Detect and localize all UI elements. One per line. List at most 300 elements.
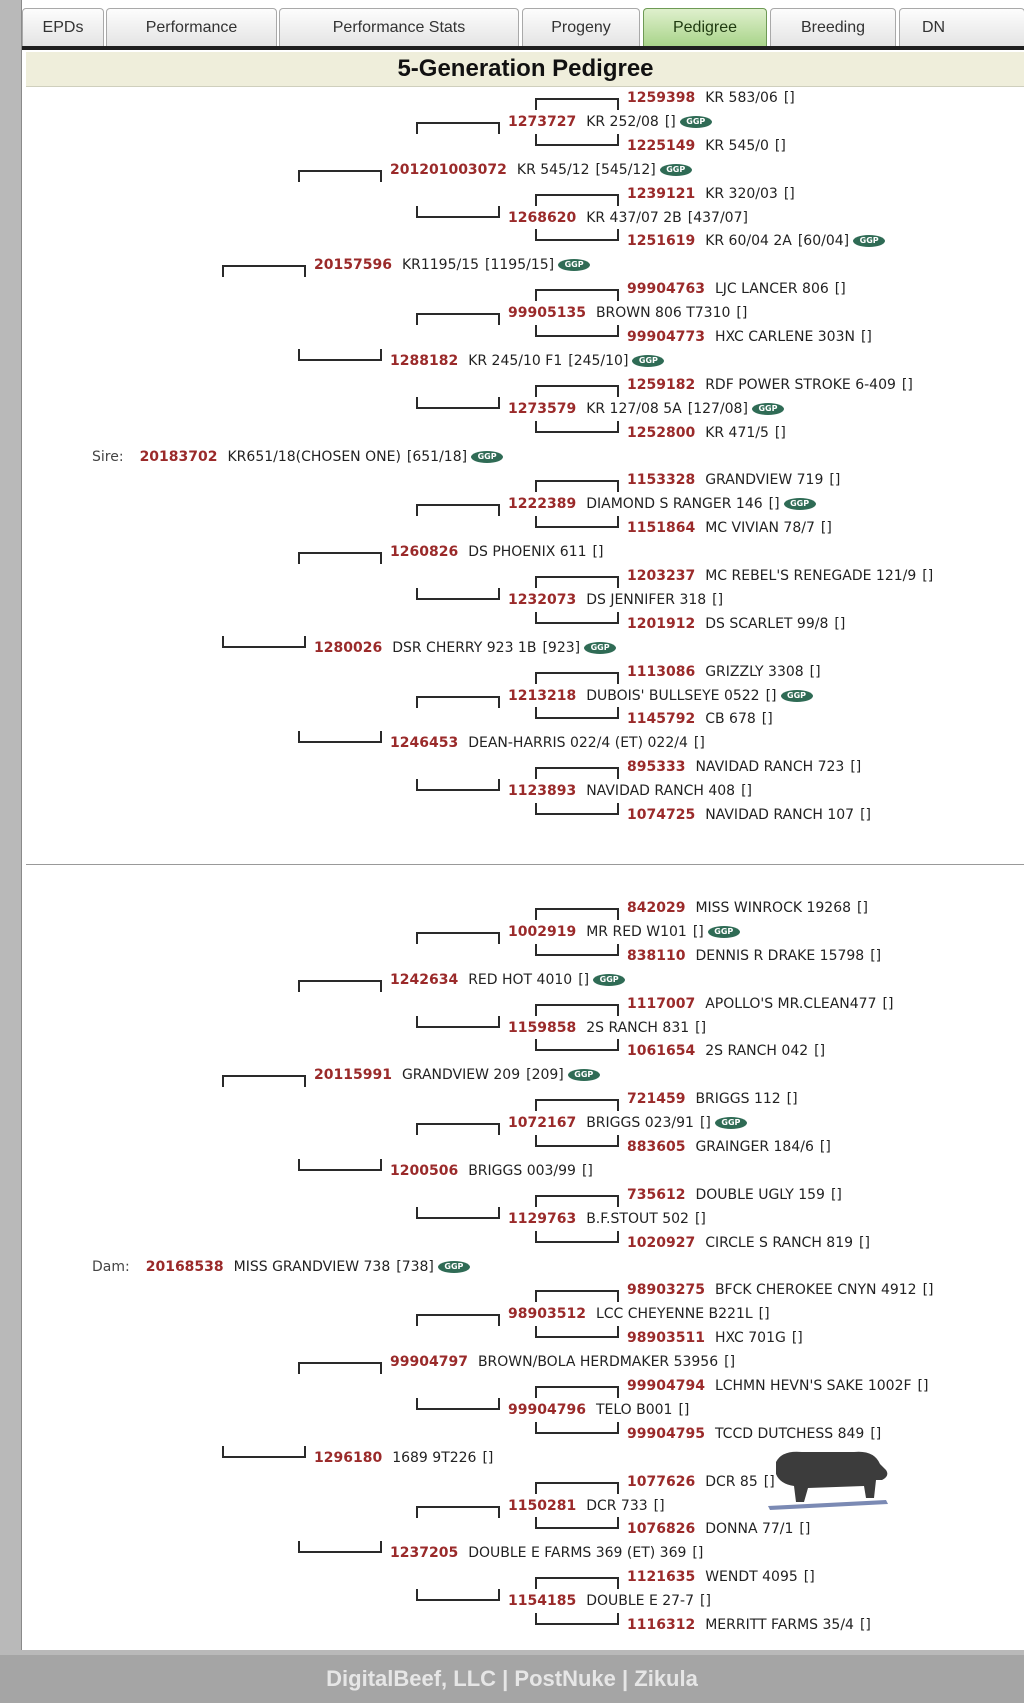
animal-name: DONNA 77/1 [705,1521,794,1538]
animal-name: KR 252/08 [586,113,659,130]
bracket-connector [535,1482,619,1494]
registration-link[interactable]: 838110 [627,947,686,964]
tattoo-tag: [] [829,472,841,489]
tattoo-tag: [] [834,281,846,298]
tattoo-tag: [923] [542,639,581,656]
tattoo-tag: [] [763,1473,775,1490]
tattoo-tag: [] [857,900,868,916]
ggp-badge-icon[interactable]: GGP [752,403,784,415]
pedigree-entry [314,256,590,274]
registration-link[interactable]: 1213218 [508,687,577,704]
registration-link[interactable]: 1200506 [390,1162,459,1179]
animal-name: KR 245/10 F1 [468,352,563,369]
bracket-connector [298,1362,382,1374]
bracket-connector [298,552,382,564]
pedigree-entry [508,113,712,131]
animal-name: KR 471/5 [705,424,769,441]
registration-link[interactable]: 1246453 [390,735,459,752]
bracket-connector [535,908,619,920]
animal-name: DCR 733 [586,1497,648,1514]
tattoo-tag: [] [922,568,934,584]
pedigree-entry [627,1473,775,1491]
pedigree-entry [508,782,752,800]
registration-link[interactable]: 1116312 [627,1617,696,1633]
pedigree-entry [627,519,832,537]
registration-link[interactable]: 721459 [627,1091,686,1108]
registration-link[interactable]: 201201003072 [390,161,507,178]
bracket-connector [535,194,619,206]
registration-link[interactable]: 1074725 [627,807,696,823]
tattoo-tag: [] [694,1210,706,1227]
sire-dam-divider [26,864,1024,865]
animal-name: MISS GRANDVIEW 738 [233,1258,391,1275]
pedigree-entry [508,687,813,705]
animal-name: DOUBLE UGLY 159 [695,1186,825,1203]
pedigree-entry [627,1042,825,1060]
animal-name: MERRITT FARMS 35/4 [705,1617,854,1633]
tattoo-tag: [] [699,1115,711,1132]
registration-link[interactable]: 1259182 [627,376,696,393]
dam-label: Dam: [92,1258,130,1275]
tab-progeny[interactable]: Progeny [522,8,640,46]
bracket-connector [222,265,306,277]
bracket-connector [535,944,619,956]
animal-name: DOUBLE E 27-7 [586,1593,695,1610]
bracket-connector [535,516,619,528]
pedigree-entry [508,1497,665,1515]
pedigree-entry [508,1401,689,1419]
tattoo-tag: [] [581,1162,593,1179]
registration-link[interactable]: 1076826 [627,1521,696,1538]
bracket-connector [535,803,619,815]
pedigree-entry [627,947,881,965]
ggp-badge-icon[interactable]: GGP [715,1117,747,1129]
registration-link[interactable]: 1273579 [508,400,577,417]
registration-link[interactable]: 20183702 [139,448,218,465]
animal-name: TCCD DUTCHESS 849 [714,1425,865,1442]
bracket-connector [535,1422,619,1434]
bracket-connector [416,1207,500,1219]
animal-name: KR 320/03 [705,185,778,202]
pedigree-entry [508,209,748,227]
pedigree-entry [627,137,786,155]
animal-name: HXC CARLENE 303N [714,329,855,345]
pedigree-entry [627,1616,871,1634]
animal-name: MR RED W101 [586,923,687,940]
registration-link[interactable]: 98903275 [627,1282,705,1299]
ggp-badge-icon[interactable]: GGP [680,116,712,128]
registration-link[interactable]: 99904763 [627,281,705,298]
registration-link[interactable]: 1145792 [627,711,696,728]
tattoo-tag: [] [834,615,846,632]
pedigree-entry [390,161,692,179]
bracket-connector [416,696,500,708]
tattoo-tag: [] [736,305,748,322]
pedigree-entry [508,1114,747,1132]
registration-link[interactable]: 1159858 [508,1019,577,1036]
bracket-connector [535,1577,619,1589]
tattoo-tag: [] [695,1019,707,1036]
animal-name: NAVIDAD RANCH 723 [695,759,845,776]
tattoo-tag: [] [820,520,832,537]
bracket-connector [416,1016,500,1028]
tattoo-tag: [] [765,687,777,704]
registration-link[interactable]: 98903512 [508,1306,586,1323]
registration-link[interactable]: 735612 [627,1186,686,1203]
animal-name: 1689 9T226 [392,1449,477,1466]
animal-name: NAVIDAD RANCH 408 [586,783,736,800]
ggp-badge-icon[interactable]: GGP [632,355,664,367]
bracket-connector [298,980,382,992]
registration-link[interactable]: 895333 [627,759,686,776]
tattoo-tag: [] [774,137,786,154]
pedigree-entry [508,304,747,322]
tattoo-tag: [209] [526,1067,564,1084]
bracket-connector [535,1039,619,1051]
pedigree-entry [627,567,933,585]
registration-link[interactable]: 1260826 [390,544,459,561]
registration-link[interactable]: 1002919 [508,923,577,940]
tattoo-tag: [] [870,1425,882,1442]
pedigree-entry [627,232,885,250]
tab-performance-stats[interactable]: Performance Stats [279,8,519,46]
animal-name: DEAN-HARRIS 022/4 (ET) 022/4 [468,735,688,752]
tattoo-tag: [] [768,496,780,513]
pedigree-entry [508,591,723,609]
registration-link[interactable]: 1154185 [508,1593,577,1610]
registration-link[interactable]: 1121635 [627,1569,696,1586]
animal-name: BRIGGS 112 [695,1091,781,1108]
pedigree-entry [627,1234,870,1252]
registration-link[interactable]: 99904794 [627,1378,705,1394]
registration-link[interactable]: 1117007 [627,995,696,1012]
tattoo-tag: [] [830,1186,842,1203]
bracket-connector [416,1123,500,1135]
animal-name: KR 545/12 [516,161,590,178]
pedigree-entry [508,400,784,418]
animal-name: KR 437/07 2B [586,209,682,226]
tattoo-tag: [] [761,711,773,728]
animal-name: KR 60/04 2A [705,233,792,250]
pedigree-tree [22,0,1024,1650]
tattoo-tag: [651/18] [406,448,468,465]
registration-link[interactable]: 1242634 [390,971,459,988]
registration-link[interactable]: 1239121 [627,185,696,202]
pedigree-entry [627,1568,815,1586]
tattoo-tag: [] [700,1593,711,1610]
tattoo-tag: [] [741,783,753,800]
pedigree-entry [390,1353,735,1371]
ggp-badge-icon[interactable]: GGP [593,974,625,986]
ggp-badge-icon[interactable]: GGP [558,259,590,271]
animal-name: BRIGGS 003/99 [468,1162,576,1179]
pedigree-entry [627,471,840,489]
tattoo-tag: [] [592,544,604,561]
pedigree-entry [390,352,664,370]
tab-pedigree[interactable]: Pedigree [643,8,767,46]
registration-link[interactable]: 99904773 [627,329,705,345]
animal-name: MC REBEL'S RENEGADE 121/9 [705,568,917,584]
bracket-connector [535,1386,619,1398]
tattoo-tag: [545/12] [595,161,656,178]
registration-link[interactable]: 1077626 [627,1473,696,1490]
tattoo-tag: [1195/15] [485,257,555,274]
bracket-connector [222,636,306,648]
pedigree-entry [627,710,773,728]
bracket-connector [535,98,619,110]
animal-name: KR651/18(CHOSEN ONE) [227,448,401,465]
registration-link[interactable]: 99905135 [508,305,586,322]
bracket-connector [416,313,500,325]
bracket-connector [416,1398,500,1410]
animal-name: DSR CHERRY 923 1B [392,639,537,656]
ggp-badge-icon[interactable]: GGP [781,690,813,702]
tattoo-tag: [] [653,1497,665,1514]
animal-name: KR 545/0 [705,137,769,154]
registration-link[interactable]: 1150281 [508,1497,577,1514]
registration-link[interactable]: 1061654 [627,1043,696,1060]
animal-name: RDF POWER STROKE 6-409 [705,376,896,393]
bracket-connector [535,1004,619,1016]
pedigree-entry [627,995,893,1013]
bracket-connector [535,289,619,301]
bracket-connector [222,1075,306,1087]
registration-link[interactable]: 20168538 [145,1258,224,1275]
bracket-connector [535,767,619,779]
animal-name: KR 127/08 5A [586,400,682,417]
pedigree-entry [627,328,872,346]
tattoo-tag: [245/10] [568,352,629,369]
tattoo-tag: [127/08] [687,400,748,417]
registration-link[interactable]: 1237205 [390,1545,459,1562]
animal-name: BROWN/BOLA HERDMAKER 53956 [477,1354,719,1371]
tattoo-tag: [] [758,1306,770,1323]
bracket-connector [535,229,619,241]
pedigree-entry [627,280,846,298]
tattoo-tag: [738] [396,1258,434,1275]
ggp-badge-icon[interactable]: GGP [784,498,816,510]
pedigree-entry [508,1305,770,1323]
bracket-connector [298,1159,382,1171]
pedigree-entry [508,1210,706,1228]
pedigree-entry [508,1592,711,1610]
tattoo-tag: [] [783,185,795,202]
registration-link[interactable]: 1129763 [508,1210,577,1227]
animal-name: 2S RANCH 831 [586,1019,690,1036]
bracket-connector [222,1446,306,1458]
dam-entry [92,1258,470,1276]
bracket-connector [535,1195,619,1207]
ggp-badge-icon[interactable]: GGP [471,451,503,463]
tattoo-tag: [] [791,1330,803,1347]
ggp-badge-icon[interactable]: GGP [708,926,740,938]
bracket-connector [535,1517,619,1529]
animal-name: LCC CHEYENNE B221L [595,1306,753,1323]
bracket-connector [416,397,500,409]
registration-link[interactable]: 98903511 [627,1330,705,1347]
pedigree-entry [627,1281,934,1299]
footer-credits: DigitalBeef, LLC | PostNuke | Zikula [0,1655,1024,1703]
animal-name: RED HOT 4010 [468,971,573,988]
registration-link[interactable]: 1268620 [508,209,577,226]
animal-name: 2S RANCH 042 [705,1043,809,1060]
registration-link[interactable]: 1153328 [627,472,696,489]
tattoo-tag: [] [712,591,724,608]
tab-dna[interactable]: DN [899,8,1024,46]
animal-name: HXC 701G [714,1330,786,1347]
pedigree-entry [314,1449,493,1467]
registration-link[interactable]: 1225149 [627,137,696,154]
pedigree-panel [21,0,1024,1650]
registration-link[interactable]: 1232073 [508,591,577,608]
ggp-badge-icon[interactable]: GGP [584,642,616,654]
cattle-watermark-icon [762,1440,892,1520]
pedigree-entry [627,376,913,394]
tattoo-tag: [] [922,1282,934,1299]
bracket-connector [416,1589,500,1601]
animal-name: DIAMOND S RANGER 146 [586,496,763,513]
tattoo-tag: [] [809,663,821,680]
tattoo-tag: [] [578,971,590,988]
animal-name: DCR 85 [705,1473,758,1490]
tattoo-tag: [] [819,1139,831,1155]
registration-link[interactable]: 99904797 [390,1354,468,1371]
animal-name: GRAINGER 184/6 [695,1139,814,1155]
animal-name: NAVIDAD RANCH 107 [705,807,855,823]
registration-link[interactable]: 99904796 [508,1401,586,1418]
ggp-badge-icon[interactable]: GGP [660,164,692,176]
bracket-connector [298,731,382,743]
registration-link[interactable]: 1020927 [627,1234,696,1251]
pedigree-entry [627,663,821,681]
registration-link[interactable]: 1123893 [508,783,577,800]
bracket-connector [416,932,500,944]
bracket-connector [535,1290,619,1302]
animal-name: MC VIVIAN 78/7 [705,520,815,537]
bracket-connector [416,1314,500,1326]
tattoo-tag: [] [814,1043,826,1060]
bracket-connector [416,1506,500,1518]
bracket-connector [416,122,500,134]
animal-name: BFCK CHEROKEE CNYN 4912 [714,1282,917,1299]
tattoo-tag: [] [693,735,705,752]
bracket-connector [298,349,382,361]
registration-link[interactable]: 1151864 [627,520,696,537]
registration-link[interactable]: 99904795 [627,1425,705,1442]
registration-link[interactable]: 1280026 [314,639,383,656]
tab-performance[interactable]: Performance [106,8,277,46]
pedigree-entry [390,543,603,561]
registration-link[interactable]: 1113086 [627,663,696,680]
pedigree-entry [627,424,786,442]
animal-name: DS JENNIFER 318 [586,591,707,608]
registration-link[interactable]: 1251619 [627,233,696,250]
registration-link[interactable]: 20157596 [314,257,392,274]
pedigree-entry [627,185,795,203]
tattoo-tag: [] [870,947,882,964]
pedigree-entry [627,1090,798,1108]
bracket-connector [535,134,619,146]
ggp-badge-icon[interactable]: GGP [853,235,885,247]
animal-name: B.F.STOUT 502 [586,1210,689,1227]
animal-name: MISS WINROCK 19268 [695,900,852,916]
pedigree-entry [314,639,616,657]
tattoo-tag: [] [783,90,795,106]
bracket-connector [535,612,619,624]
pedigree-entry [627,1520,810,1538]
bracket-connector [535,421,619,433]
tattoo-tag: [] [786,1091,798,1108]
pedigree-entry [508,923,740,941]
animal-name: DS PHOENIX 611 [468,544,587,561]
ggp-badge-icon[interactable]: GGP [438,1261,470,1273]
tattoo-tag: [] [917,1378,929,1394]
animal-name: BRIGGS 023/91 [586,1115,694,1132]
registration-link[interactable]: 1222389 [508,496,577,513]
animal-name: KR 583/06 [705,90,778,106]
animal-name: LCHMN HEVN'S SAKE 1002F [714,1378,912,1394]
tattoo-tag: [] [901,376,913,393]
page-title: 5-Generation Pedigree [26,52,1024,87]
bracket-connector [416,779,500,791]
registration-link[interactable]: 883605 [627,1139,686,1155]
animal-name: GRANDVIEW 209 [401,1067,521,1084]
tattoo-tag: [] [482,1449,494,1466]
registration-link[interactable]: 1072167 [508,1115,577,1132]
tattoo-tag: [] [859,1234,870,1251]
bracket-connector [416,588,500,600]
bracket-connector [535,1231,619,1243]
tattoo-tag: [] [724,1354,736,1371]
registration-link[interactable]: 1273727 [508,113,577,130]
sire-label: Sire: [92,448,124,465]
animal-name: CB 678 [705,711,756,728]
pedigree-entry [627,1138,831,1156]
pedigree-entry [627,899,868,917]
bracket-connector [535,1135,619,1147]
tab-epds[interactable]: EPDs [22,8,104,46]
ggp-badge-icon[interactable]: GGP [568,1069,600,1081]
tattoo-tag: [] [692,923,704,940]
registration-link[interactable]: 842029 [627,900,686,916]
sire-entry [92,448,503,466]
registration-link[interactable]: 1203237 [627,568,696,584]
registration-link[interactable]: 20115991 [314,1067,392,1084]
registration-link[interactable]: 1252800 [627,424,696,441]
animal-name: KR1195/15 [401,257,480,274]
tab-breeding[interactable]: Breeding [770,8,896,46]
pedigree-entry [508,495,816,513]
bracket-connector [535,707,619,719]
animal-name: DOUBLE E FARMS 369 (ET) 369 [468,1545,687,1562]
tattoo-tag: [] [850,759,862,776]
bracket-connector [535,1099,619,1111]
pedigree-entry [627,758,861,776]
tattoo-tag: [437/07] [687,209,748,226]
registration-link[interactable]: 1259398 [627,90,696,106]
animal-name: APOLLO'S MR.CLEAN477 [705,995,877,1012]
animal-name: WENDT 4095 [705,1569,798,1586]
registration-link[interactable]: 1288182 [390,352,459,369]
pedigree-entry [390,734,705,752]
registration-link[interactable]: 1201912 [627,615,696,632]
bracket-connector [416,206,500,218]
registration-link[interactable]: 1296180 [314,1449,383,1466]
animal-name: LJC LANCER 806 [714,281,829,298]
tattoo-tag: [] [860,329,872,345]
pedigree-entry [627,1377,928,1395]
bracket-connector [535,325,619,337]
